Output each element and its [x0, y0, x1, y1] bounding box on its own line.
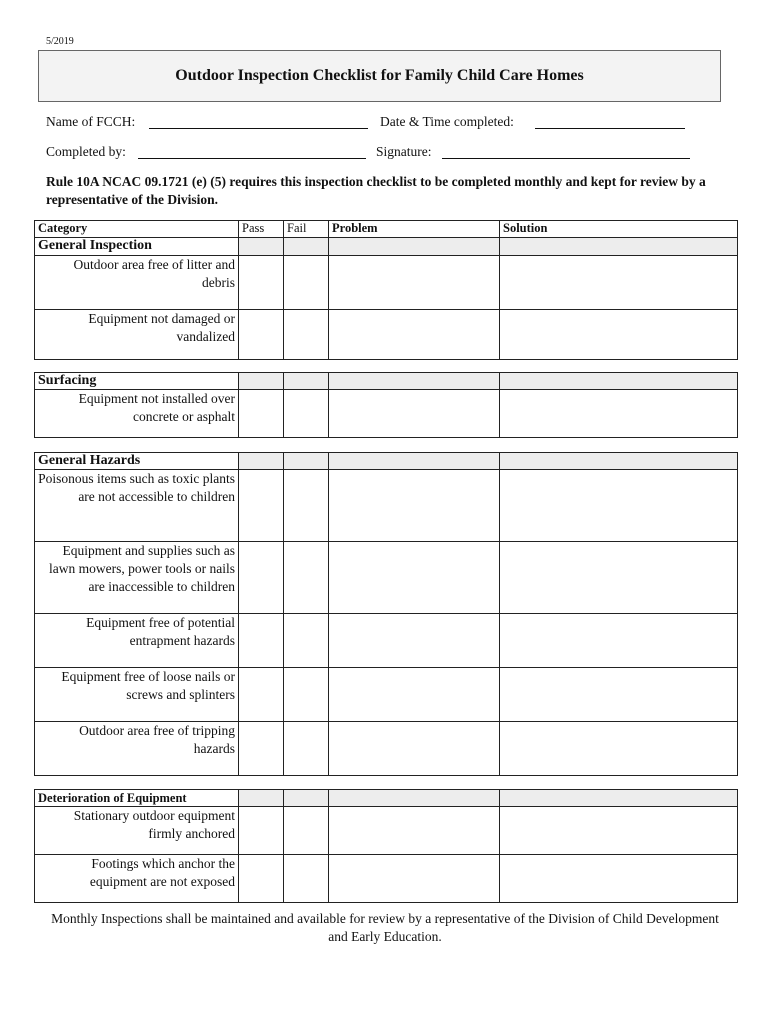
pass-cell[interactable]: [239, 470, 284, 542]
column-header-problem: Problem: [329, 221, 500, 238]
problem-cell[interactable]: [329, 390, 500, 438]
column-header-fail: Fail: [284, 221, 329, 238]
table-row: [35, 614, 738, 668]
solution-cell[interactable]: [500, 238, 738, 256]
solution-cell[interactable]: [500, 310, 738, 360]
fail-cell[interactable]: [284, 373, 329, 390]
header-row: [35, 221, 738, 238]
checklist-item: Poisonous items such as toxic plants are not accessible to children: [35, 470, 239, 542]
fail-cell[interactable]: [284, 722, 329, 776]
problem-cell[interactable]: [329, 256, 500, 310]
pass-cell[interactable]: [239, 722, 284, 776]
footer-note: Monthly Inspections shall be maintained and available for review by a representative of the Division of Child Development and Early Education.: [51, 911, 719, 944]
fail-cell[interactable]: [284, 614, 329, 668]
problem-cell[interactable]: [329, 807, 500, 855]
solution-cell[interactable]: [500, 668, 738, 722]
solution-cell[interactable]: [500, 470, 738, 542]
title-box: [38, 50, 721, 102]
completed-by-field[interactable]: [138, 158, 366, 159]
completed-by-label: Completed by:: [46, 144, 126, 159]
signature-label: Signature:: [376, 144, 432, 159]
checklist-item: Equipment not installed over concrete or asphalt: [35, 390, 239, 438]
problem-cell[interactable]: [329, 855, 500, 903]
problem-cell[interactable]: [329, 668, 500, 722]
solution-cell[interactable]: [500, 256, 738, 310]
solution-cell[interactable]: [500, 790, 738, 807]
section-title: Surfacing: [35, 373, 239, 390]
section-title: Deterioration of Equipment: [35, 790, 239, 807]
table-row: [35, 722, 738, 776]
solution-cell[interactable]: [500, 722, 738, 776]
solution-cell[interactable]: [500, 614, 738, 668]
name-of-fcch-field[interactable]: [149, 128, 368, 129]
checklist-table-surfacing: [34, 372, 738, 438]
table-row: [35, 256, 738, 310]
solution-cell[interactable]: [500, 373, 738, 390]
signature-field[interactable]: [442, 158, 690, 159]
column-header-category: Category: [35, 221, 239, 238]
solution-cell[interactable]: [500, 390, 738, 438]
revision-date: 5/2019: [46, 36, 74, 47]
date-time-label: Date & Time completed:: [380, 114, 514, 129]
problem-cell[interactable]: [329, 373, 500, 390]
fail-cell[interactable]: [284, 310, 329, 360]
table-row: [35, 668, 738, 722]
checklist-table-general-inspection: [34, 220, 738, 360]
problem-cell[interactable]: [329, 722, 500, 776]
table-row: [35, 542, 738, 614]
problem-cell[interactable]: [329, 470, 500, 542]
pass-cell[interactable]: [239, 256, 284, 310]
page-title: Outdoor Inspection Checklist for Family Child Care Homes: [175, 67, 584, 84]
fail-cell[interactable]: [284, 453, 329, 470]
table-row: [35, 310, 738, 360]
checklist-item: Outdoor area free of litter and debris: [35, 256, 239, 310]
fail-cell[interactable]: [284, 855, 329, 903]
solution-cell[interactable]: [500, 855, 738, 903]
pass-cell[interactable]: [239, 668, 284, 722]
pass-cell[interactable]: [239, 373, 284, 390]
pass-cell[interactable]: [239, 855, 284, 903]
checklist-item: Equipment free of potential entrapment hazards: [35, 614, 239, 668]
checklist-item: Footings which anchor the equipment are not exposed: [35, 855, 239, 903]
checklist-table-general-hazards: [34, 452, 738, 776]
pass-cell[interactable]: [239, 614, 284, 668]
fail-cell[interactable]: [284, 542, 329, 614]
checklist-item: Equipment not damaged or vandalized: [35, 310, 239, 360]
section-row: [35, 373, 738, 390]
problem-cell[interactable]: [329, 238, 500, 256]
rule-statement: Rule 10A NCAC 09.1721 (e) (5) requires this inspection checklist to be completed monthly and kept for review by a representative of the Division.: [46, 174, 706, 207]
column-header-pass: Pass: [239, 221, 284, 238]
pass-cell[interactable]: [239, 542, 284, 614]
section-row: [35, 453, 738, 470]
fail-cell[interactable]: [284, 807, 329, 855]
table-row: [35, 390, 738, 438]
solution-cell[interactable]: [500, 807, 738, 855]
pass-cell[interactable]: [239, 807, 284, 855]
section-title: General Inspection: [35, 238, 239, 256]
pass-cell[interactable]: [239, 790, 284, 807]
problem-cell[interactable]: [329, 310, 500, 360]
solution-cell[interactable]: [500, 453, 738, 470]
column-header-solution: Solution: [500, 221, 738, 238]
pass-cell[interactable]: [239, 310, 284, 360]
section-row: [35, 790, 738, 807]
checklist-item: Stationary outdoor equipment firmly anchored: [35, 807, 239, 855]
pass-cell[interactable]: [239, 453, 284, 470]
checklist-item: Outdoor area free of tripping hazards: [35, 722, 239, 776]
fail-cell[interactable]: [284, 390, 329, 438]
problem-cell[interactable]: [329, 614, 500, 668]
name-of-fcch-label: Name of FCCH:: [46, 114, 136, 129]
checklist-item: Equipment and supplies such as lawn mowers, power tools or nails are inaccessible to children: [35, 542, 239, 614]
table-row: [35, 807, 738, 855]
problem-cell[interactable]: [329, 542, 500, 614]
date-time-field[interactable]: [535, 128, 685, 129]
fail-cell[interactable]: [284, 790, 329, 807]
fail-cell[interactable]: [284, 470, 329, 542]
checklist-table-deterioration: [34, 789, 738, 903]
checklist-item: Equipment free of loose nails or screws and splinters: [35, 668, 239, 722]
table-row: [35, 855, 738, 903]
section-title: General Hazards: [35, 453, 239, 470]
fail-cell[interactable]: [284, 238, 329, 256]
section-row: [35, 238, 738, 256]
solution-cell[interactable]: [500, 542, 738, 614]
fail-cell[interactable]: [284, 668, 329, 722]
table-row: [35, 470, 738, 542]
problem-cell[interactable]: [329, 453, 500, 470]
pass-cell[interactable]: [239, 390, 284, 438]
fail-cell[interactable]: [284, 256, 329, 310]
pass-cell[interactable]: [239, 238, 284, 256]
problem-cell[interactable]: [329, 790, 500, 807]
